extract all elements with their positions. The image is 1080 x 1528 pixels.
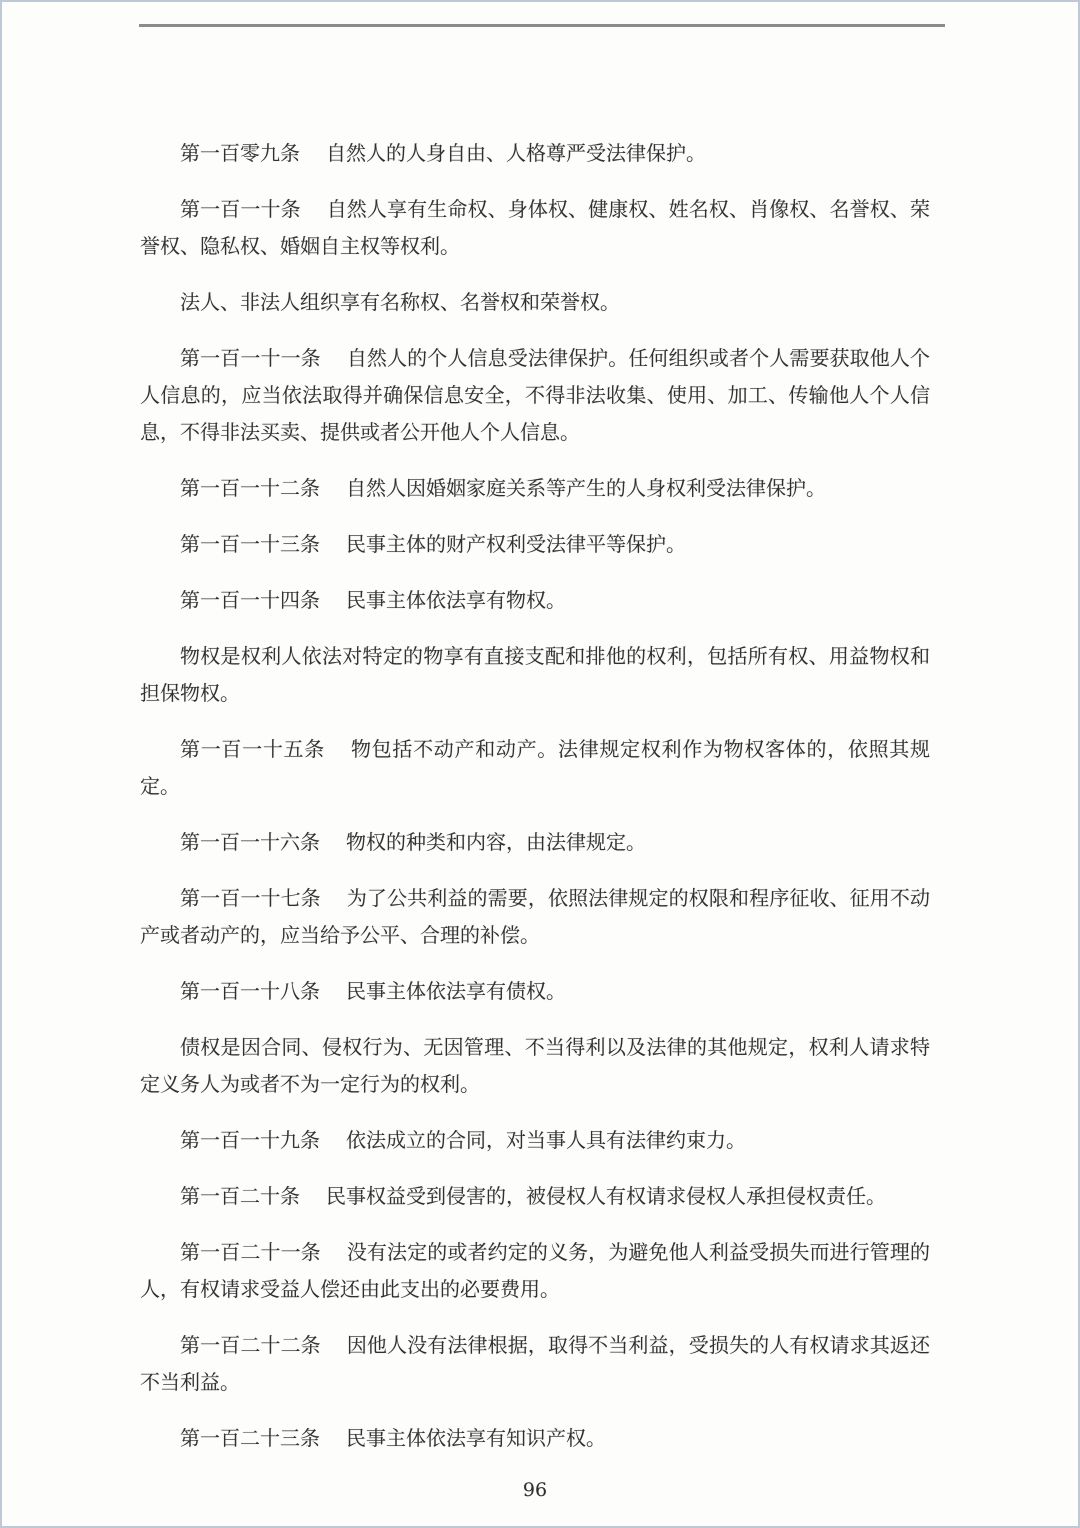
- law-article-paragraph: [140, 470, 930, 507]
- article-text: 自然人享有生命权、身体权、健康权、姓名权、肖像权、名誉权、荣誉权、隐私权、婚姻自主权等权利。: [140, 197, 931, 258]
- document-body: [140, 135, 930, 1504]
- article-text: 物包括不动产和动产。法律规定权利作为物权客体的，依照其规定。: [140, 737, 931, 798]
- article-text: 民事主体的财产权利受法律平等保护。: [346, 532, 686, 556]
- article-number: 第一百一十八条: [180, 979, 320, 1003]
- article-number: 第一百一十三条: [180, 532, 320, 556]
- article-number: 第一百一十条: [180, 197, 301, 221]
- law-article-paragraph: [140, 1420, 930, 1457]
- article-text: 民事主体依法享有物权。: [346, 588, 566, 612]
- law-article-paragraph: [140, 973, 930, 1010]
- article-text: 民事权益受到侵害的，被侵权人有权请求侵权人承担侵权责任。: [326, 1184, 886, 1208]
- law-article-paragraph: [140, 340, 930, 451]
- article-number: 第一百二十三条: [180, 1426, 320, 1450]
- article-number: 第一百二十一条: [180, 1240, 321, 1264]
- law-article-paragraph: [140, 526, 930, 563]
- law-article-paragraph: [140, 135, 930, 172]
- article-number: 第一百一十五条: [180, 737, 325, 761]
- article-number: 第一百二十条: [180, 1184, 300, 1208]
- header-divider-line: [139, 24, 945, 27]
- law-article-paragraph: [140, 1122, 930, 1159]
- law-article-paragraph: [140, 191, 930, 265]
- article-number: 第一百一十六条: [180, 830, 320, 854]
- law-article-paragraph: [140, 824, 930, 861]
- law-clause-paragraph: [140, 638, 930, 712]
- article-text: 民事主体依法享有知识产权。: [346, 1426, 606, 1450]
- article-number: 第一百一十九条: [180, 1128, 320, 1152]
- article-number: 第一百一十二条: [180, 476, 320, 500]
- article-text: 自然人因婚姻家庭关系等产生的人身权利受法律保护。: [346, 476, 826, 500]
- law-article-paragraph: [140, 731, 930, 805]
- law-article-paragraph: [140, 1234, 930, 1308]
- article-text: 法人、非法人组织享有名称权、名誉权和荣誉权。: [180, 290, 620, 314]
- page-number: 96: [522, 1479, 548, 1501]
- article-text: 为了公共利益的需要，依照法律规定的权限和程序征收、征用不动产或者动产的，应当给予公平、合理的补偿。: [140, 886, 931, 947]
- law-article-paragraph: [140, 582, 930, 619]
- article-text: 没有法定的或者约定的义务，为避免他人利益受损失而进行管理的人，有权请求受益人偿还由此支出的必要费用。: [140, 1240, 931, 1301]
- article-text: 物权的种类和内容，由法律规定。: [346, 830, 646, 854]
- article-text: 物权是权利人依法对特定的物享有直接支配和排他的权利，包括所有权、用益物权和担保物权。: [140, 644, 930, 705]
- article-number: 第一百一十四条: [180, 588, 320, 612]
- law-clause-paragraph: [140, 1029, 930, 1103]
- article-number: 第一百二十二条: [180, 1333, 321, 1357]
- law-article-paragraph: [140, 880, 930, 954]
- article-text: 自然人的人身自由、人格尊严受法律保护。: [326, 141, 706, 165]
- paragraph-list: [140, 135, 930, 1457]
- article-number: 第一百零九条: [180, 141, 300, 165]
- law-article-paragraph: [140, 1327, 930, 1401]
- law-clause-paragraph: [140, 284, 930, 321]
- article-text: 债权是因合同、侵权行为、无因管理、不当得利以及法律的其他规定，权利人请求特定义务人为或者不为一定行为的权利。: [140, 1035, 930, 1096]
- article-text: 依法成立的合同，对当事人具有法律约束力。: [346, 1128, 746, 1152]
- article-text: 民事主体依法享有债权。: [346, 979, 566, 1003]
- law-article-paragraph: [140, 1178, 930, 1215]
- article-text: 因他人没有法律根据，取得不当利益，受损失的人有权请求其返还不当利益。: [140, 1333, 931, 1394]
- article-number: 第一百一十一条: [180, 346, 321, 370]
- article-text: 自然人的个人信息受法律保护。任何组织或者个人需要获取他人个人信息的，应当依法取得并确保信息安全，不得非法收集、使用、加工、传输他人个人信息，不得非法买卖、提供或者公开他人个人信息。: [140, 346, 931, 444]
- article-number: 第一百一十七条: [180, 886, 321, 910]
